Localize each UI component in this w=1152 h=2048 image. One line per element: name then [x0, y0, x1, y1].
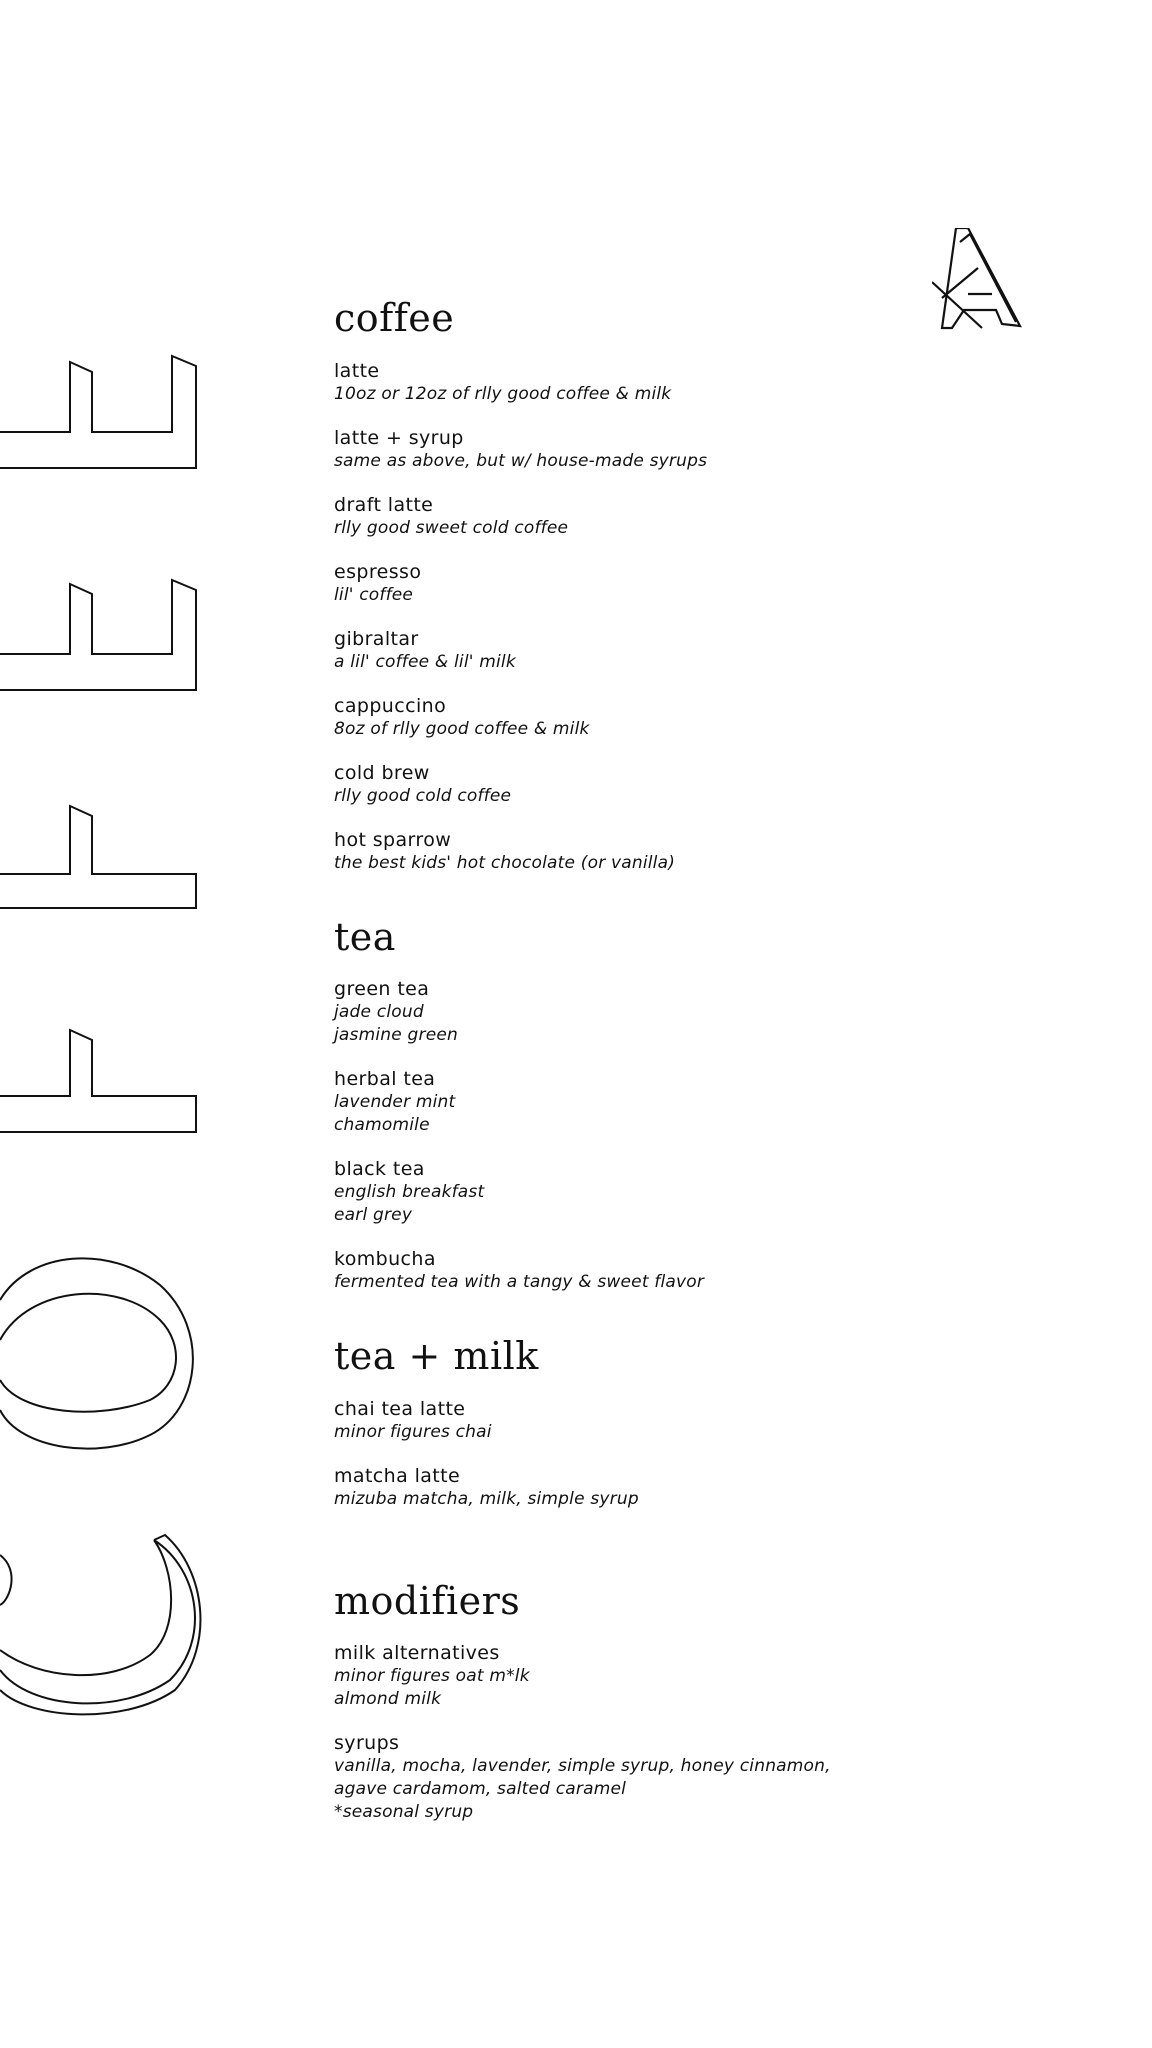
menu-item-name: gibraltar	[334, 627, 419, 650]
menu-item-description: rlly good sweet cold coffee	[334, 517, 569, 538]
menu-item-name: draft latte	[334, 493, 434, 516]
menu-item	[334, 360, 1114, 406]
menu-item-description: jade cloud	[334, 1002, 424, 1023]
menu-item-name: latte	[334, 359, 380, 382]
menu-item	[334, 494, 1114, 540]
menu-item	[334, 628, 1114, 674]
menu-item-description: earl grey	[334, 1205, 413, 1226]
menu-item-description: fermented tea with a tangy & sweet flavor	[334, 1272, 705, 1293]
side-letter-c	[0, 1535, 200, 1714]
menu-item-description: jasmine green	[334, 1025, 458, 1046]
menu-item	[334, 561, 1114, 607]
menu-item-name: green tea	[334, 978, 430, 1001]
menu-item-description: the best kids' hot chocolate (or vanilla)	[334, 852, 676, 873]
side-letter-f-second	[0, 1030, 196, 1132]
menu-item-name: black tea	[334, 1158, 425, 1181]
menu-item-name: cappuccino	[334, 694, 447, 717]
section-title: tea	[334, 914, 396, 959]
menu-section	[334, 1579, 1114, 1825]
menu-item	[334, 1732, 1114, 1824]
menu-section	[334, 296, 1114, 875]
menu-item	[334, 978, 1114, 1047]
menu-item-description: chamomile	[334, 1115, 430, 1136]
menu-item-description: vanilla, mocha, lavender, simple syrup, honey cinnamon,	[334, 1756, 831, 1777]
menu-item-description: minor figures oat m*lk	[334, 1666, 530, 1687]
menu-item-name: matcha latte	[334, 1464, 461, 1487]
section-title: coffee	[334, 296, 455, 340]
side-letter-e-top	[0, 356, 196, 468]
menu-item-description: agave cardamom, salted caramel	[334, 1779, 627, 1800]
menu-section	[334, 915, 1114, 1295]
menu-item-name: latte + syrup	[334, 426, 464, 449]
menu-item-name: hot sparrow	[334, 828, 452, 851]
menu-item-name: kombucha	[334, 1248, 436, 1271]
menu-item-description: english breakfast	[334, 1182, 485, 1203]
menu-item	[334, 829, 1114, 875]
menu-item	[334, 1465, 1114, 1511]
menu-section	[334, 1334, 1114, 1511]
menu-item-list	[334, 1398, 1114, 1511]
menu-item	[334, 1068, 1114, 1137]
menu-item-name: chai tea latte	[334, 1397, 466, 1420]
menu-item-description: almond milk	[334, 1689, 442, 1710]
menu-item	[334, 762, 1114, 808]
menu-item	[334, 1158, 1114, 1227]
side-word-coffee	[0, 0, 220, 2048]
menu-item-description: minor figures chai	[334, 1421, 492, 1442]
menu-content	[334, 296, 1114, 1864]
menu-item-description: 10oz or 12oz of rlly good coffee & milk	[334, 383, 672, 404]
menu-item-description: lavender mint	[334, 1092, 456, 1113]
section-title: tea + milk	[334, 1334, 539, 1379]
menu-item-description: mizuba matcha, milk, simple syrup	[334, 1488, 639, 1509]
menu-item	[334, 1642, 1114, 1711]
menu-item	[334, 695, 1114, 741]
menu-item	[334, 427, 1114, 473]
menu-item-description: rlly good cold coffee	[334, 785, 512, 806]
menu-item-name: espresso	[334, 560, 422, 583]
side-letter-f-first	[0, 806, 196, 908]
menu-item	[334, 1398, 1114, 1444]
section-title: modifiers	[334, 1578, 521, 1623]
side-letter-o	[0, 1258, 193, 1448]
menu-item-list	[334, 360, 1114, 875]
menu-item-description: same as above, but w/ house-made syrups	[334, 450, 708, 471]
menu-item-name: syrups	[334, 1732, 400, 1755]
menu-item-name: milk alternatives	[334, 1642, 500, 1665]
menu-item-name: herbal tea	[334, 1068, 436, 1091]
menu-item-list	[334, 1642, 1114, 1824]
menu-item-list	[334, 978, 1114, 1294]
side-letter-e-second	[0, 580, 196, 690]
menu-item-description: 8oz of rlly good coffee & milk	[334, 718, 590, 739]
menu-item	[334, 1248, 1114, 1294]
menu-item-name: cold brew	[334, 761, 430, 784]
menu-item-description: *seasonal syrup	[334, 1802, 474, 1823]
menu-item-description: lil' coffee	[334, 584, 414, 605]
menu-item-description: a lil' coffee & lil' milk	[334, 651, 516, 672]
